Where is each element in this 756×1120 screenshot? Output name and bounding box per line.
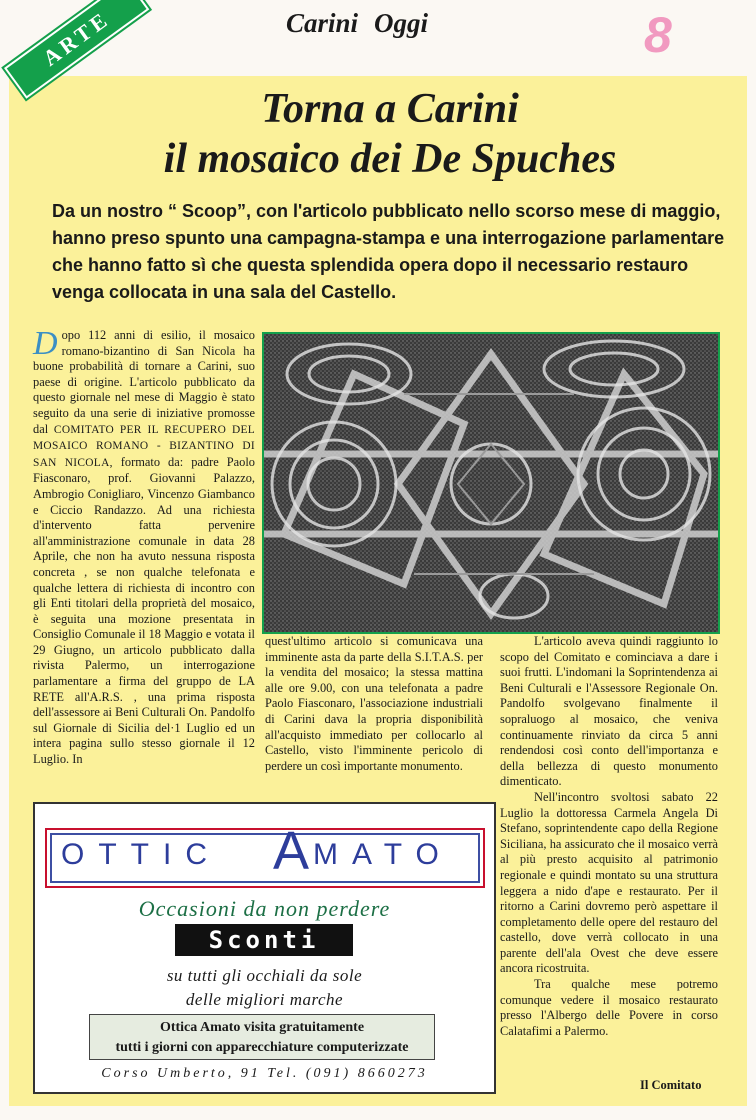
body-col3-paragraph-2: Nell'incontro svoltosi sabato 22 Luglio la dottoressa Carmela Angela Di Stefano, soprintendente capo della Regione Siciliana, ha assicurato che il mosaico verrà al più presto acquisito al patrimonio regionale e quindi montato su una struttura leggera a nido d'ape e restaurato. Per il ritorno a Carini dovremo però aspettare il completamento delle opere del restauro del castello, dove verrà collocato in una parente dell'ala Ovest che deve essere ancora ricostruita. bbox=[500, 789, 718, 976]
masthead-title bbox=[286, 7, 672, 63]
body-col3-paragraph-1: L'articolo aveva quindi raggiunto lo scopo del Comitato e cominciava a dare i suoi frutti. L'indomani la Soprintendenza ai Beni Culturali e l'Assessore Regionale On. Pandolfo svolgevano finalmente il sopraluogo al mosaico, che veniva continuamente rinviato da circa 5 anni rendendosi così conto dell'importanza e della bellezza di questo monumento dimenticato. bbox=[500, 634, 718, 789]
body-col1-text-b: formato da: padre Paolo Fiasconaro, prof. Giovanni Palazzo, Ambrogio Conigliaro, Vincenzo Giambanco e Ciccio Randazzo. Ad una richiesta d'intervento fatta pervenire all'amministrazione comunale in data 28 Aprile, che non ha avuto nessuna risposta concreta , se non qualche telefonata e qualche lettera di richiesta di incontro con gli Enti titolari della proprietà del mosaico, è seguita una mozione presentata in Consiglio Comunale il 18 Maggio e votata il 29 Giugno, un articolo pubblicato dalla rivista Palermo, un interrogazione parlamentare a firma del gruppo de LA RETE all'A.R.S. , una prima risposta dell'assessore ai Beni Culturali On. Pandolfo sul Giornale di Sicilia del·1 Luglio ed un intera pagina sullo stesso giornale il 12 Luglio. In bbox=[33, 454, 255, 767]
ad-info-box bbox=[89, 1014, 435, 1060]
ad-discount-banner: Sconti bbox=[175, 924, 353, 956]
body-col2-text: quest'ultimo articolo si comunicava una imminente asta da parte della S.I.T.A.S. per la vendita del mosaico; la stessa mattina alle ore 9.00, con una telefonata a padre Paolo Fiasconaro, l'associazione industriali di Carini dava la propria disponibilità all'acquisto immediato per collocarlo al Castello, visto l'imminente pericolo di perdere un così importante monumento. bbox=[265, 634, 483, 773]
ad-brand-part-1: OTTIC bbox=[61, 838, 221, 871]
committee-name: COMITATO PER IL RECUPERO DEL MOSAICO ROMANO - BIZANTINO DI SAN NICOLA, bbox=[33, 423, 255, 469]
ad-subtitle-line-1: su tutti gli occhiali da sole bbox=[166, 966, 363, 985]
ad-subtitle bbox=[35, 964, 494, 1012]
mosaic-photo bbox=[262, 332, 720, 634]
ad-info-line-1: Ottica Amato visita gratuitamente bbox=[159, 1020, 365, 1035]
ad-subtitle-line-2: delle migliori marche bbox=[185, 990, 344, 1009]
ottica-amato-advertisement bbox=[33, 802, 496, 1094]
ad-address: Corso Umberto, 91 Tel. (091) 8660273 bbox=[101, 1066, 428, 1081]
mosaic-illustration bbox=[264, 334, 718, 632]
masthead-issue-number: 8 bbox=[644, 7, 672, 63]
ad-brand-logo bbox=[45, 821, 485, 888]
headline-line-1: Torna a Carini bbox=[261, 86, 519, 132]
section-badge: ARTE bbox=[4, 0, 149, 99]
headline-line-2: il mosaico dei De Spuches bbox=[163, 136, 617, 182]
ad-info-line-2: tutti i giorni con apparecchiature computerizzate bbox=[115, 1040, 409, 1055]
body-column-3 bbox=[500, 634, 718, 1039]
masthead-word-right: Oggi bbox=[374, 8, 429, 38]
headline bbox=[60, 84, 720, 184]
drop-cap: D bbox=[33, 325, 58, 362]
ad-brand-big-letter: A bbox=[273, 821, 310, 881]
ad-slogan: Occasioni da non perdere bbox=[138, 896, 391, 921]
body-col3-paragraph-3: Tra qualche mese potremo comunque vedere il mosaico restaurato presso l'Albergo delle Povere in corso Calatafimi a Palermo. bbox=[500, 977, 718, 1038]
body-col1-text-a: opo 112 anni di esilio, il mosaico romano-bizantino di San Nicola ha buone probabilità di tornare a Carini, suo paese di origine. L'articolo pubblicato da questo giornale nel mese di Maggio è stato seguito da una serie di iniziative promosse dal bbox=[33, 328, 255, 436]
masthead-word-left: Carini bbox=[286, 8, 359, 38]
body-column-2 bbox=[265, 634, 483, 774]
body-column-1 bbox=[33, 325, 255, 768]
lead-paragraph: Da un nostro “ Scoop”, con l'articolo pubblicato nello scorso mese di maggio, hanno preso spunto una campagna-stampa e una interrogazione parlamentare che hanno fatto sì che questa splendida opera dopo il necessario restauro venga collocata in una sala del Castello. bbox=[52, 201, 725, 302]
signature: Il Comitato bbox=[640, 1078, 702, 1092]
ad-brand-part-2: MATO bbox=[313, 838, 453, 871]
